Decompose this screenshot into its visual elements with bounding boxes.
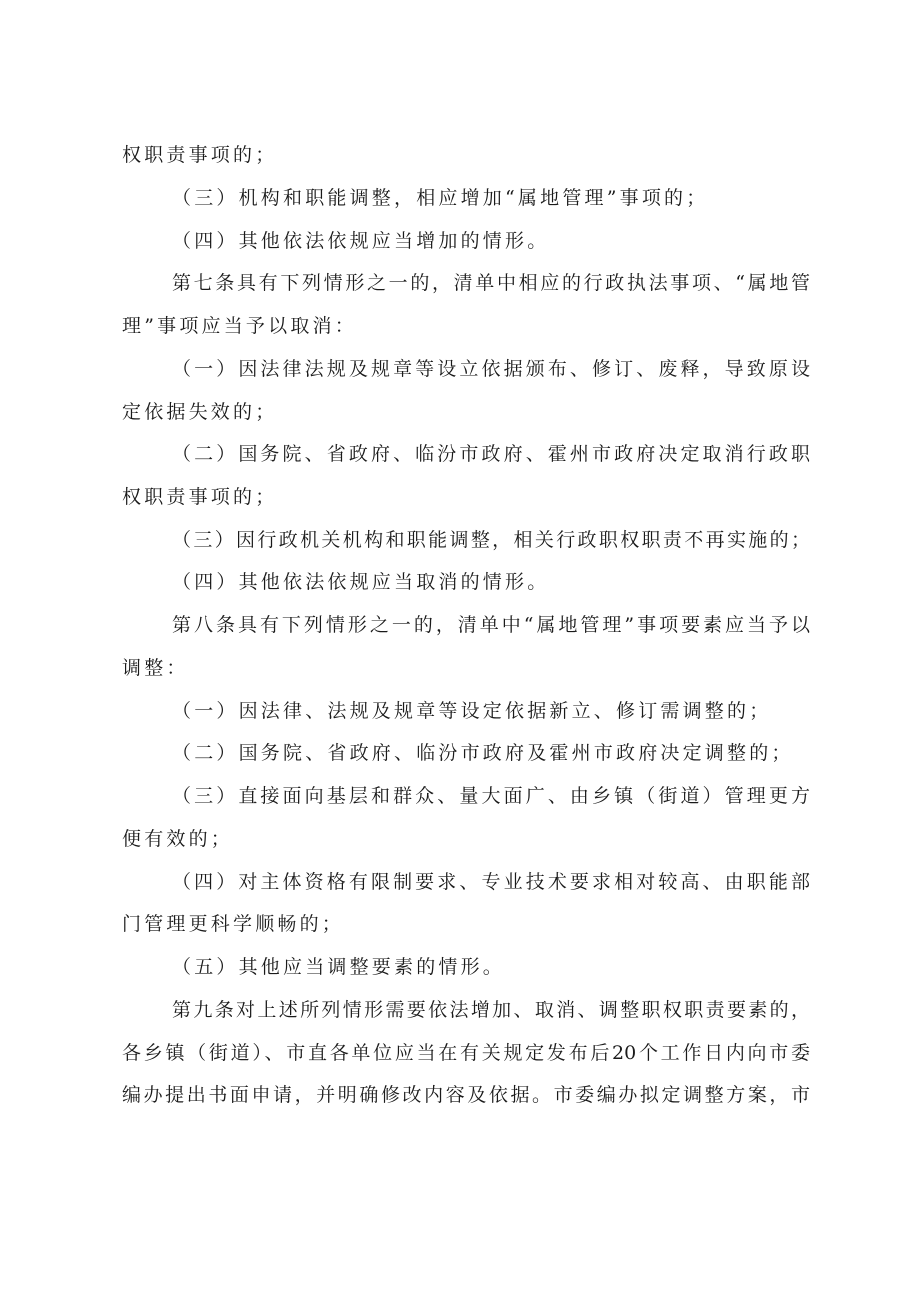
text-line: 门管理更科学顺畅的； bbox=[122, 913, 345, 935]
text-line: （二）国务院、省政府、临汾市政府及霍州市政府决定调整的； bbox=[172, 742, 794, 764]
text-line: 权职责事项的； bbox=[122, 486, 278, 508]
text-line: （三）机构和职能调整，相应增加“属地管理”事项的； bbox=[172, 187, 709, 209]
text-line: （一）因法律、法规及规章等设定依据新立、修订需调整的； bbox=[172, 700, 772, 722]
text-line: 定依据失效的； bbox=[122, 401, 278, 423]
text-line: （三）直接面向基层和群众、量大面广、由乡镇（街道）管理更方 bbox=[172, 785, 810, 807]
text-line: （五）其他应当调整要素的情形。 bbox=[172, 956, 506, 978]
text-line: 编办提出书面申请，并明确修改内容及依据。市委编办拟定调整方案，市 bbox=[122, 1084, 810, 1106]
text-line: （二）国务院、省政府、临汾市政府、霍州市政府决定取消行政职 bbox=[172, 443, 810, 465]
text-line: 各乡镇（街道）、市直各单位应当在有关规定发布后20个工作日内向市委 bbox=[122, 1042, 810, 1064]
text-line: （四）对主体资格有限制要求、专业技术要求相对较高、由职能部 bbox=[172, 871, 810, 893]
text-line: 第八条具有下列情形之一的，清单中“属地管理”事项要素应当予以 bbox=[172, 614, 810, 636]
text-line: （一）因法律法规及规章等设立依据颁布、修订、废释，导致原设 bbox=[172, 358, 810, 380]
text-line: 调整： bbox=[122, 657, 189, 679]
text-line: （三）因行政机关机构和职能调整，相关行政职权职责不再实施的； bbox=[172, 529, 810, 551]
text-line: 权职责事项的； bbox=[122, 144, 278, 166]
text-line: 第九条对上述所列情形需要依法增加、取消、调整职权职责要素的， bbox=[172, 999, 810, 1021]
text-line: （四）其他依法依规应当增加的情形。 bbox=[172, 230, 550, 252]
text-line: 理”事项应当予以取消： bbox=[122, 315, 357, 337]
text-line: 便有效的； bbox=[122, 828, 234, 850]
text-line: 第七条具有下列情形之一的，清单中相应的行政执法事项、“属地管 bbox=[172, 272, 810, 294]
text-line: （四）其他依法依规应当取消的情形。 bbox=[172, 571, 550, 593]
